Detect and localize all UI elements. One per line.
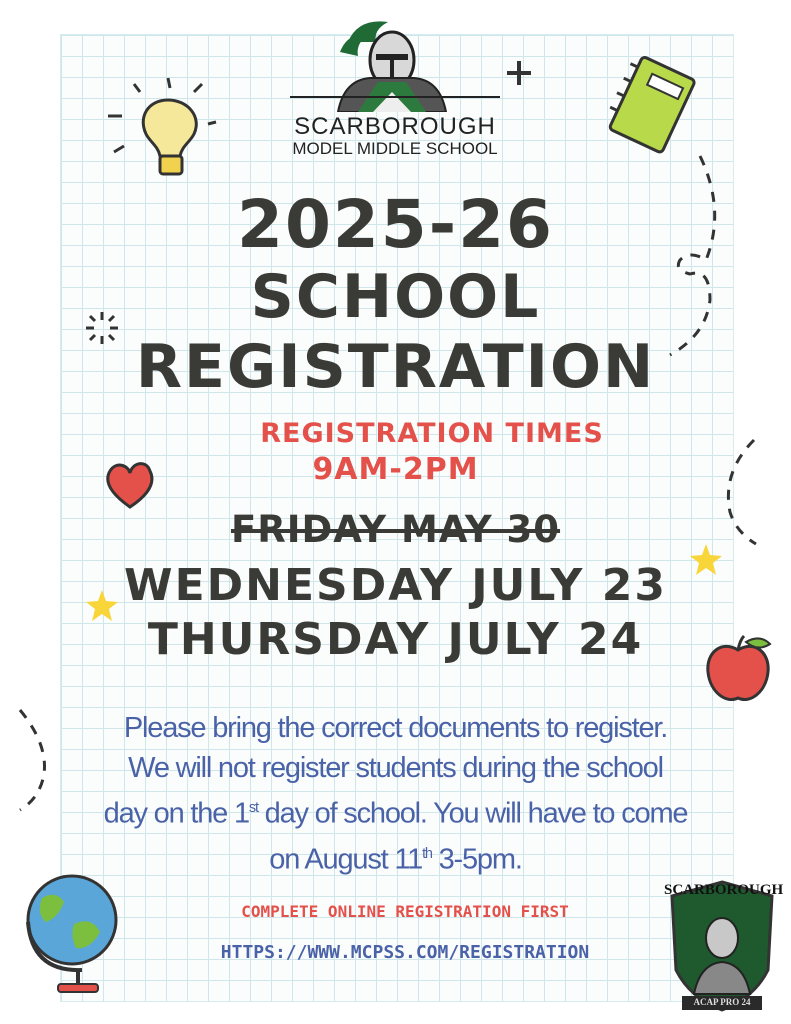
school-subtitle: MODEL MIDDLE SCHOOL xyxy=(292,139,498,158)
registration-url-link[interactable]: HTTPS://WWW.MCPSS.COM/REGISTRATION xyxy=(220,942,590,963)
ordinal-suffix: th xyxy=(422,845,432,862)
online-registration-instruction: COMPLETE ONLINE REGISTRATION FIRST xyxy=(241,902,569,921)
notice-line-3b: day of school. You will have to come xyxy=(257,797,688,830)
notice-line-1: Please bring the correct documents to register. xyxy=(123,712,668,744)
notice-line-2: We will not register students during the school xyxy=(128,752,663,784)
badge-title: SCARBOROUGH xyxy=(664,882,784,898)
notice-line-4 xyxy=(0,834,791,880)
notice-line-4b: 3-5pm. xyxy=(431,843,522,876)
cancelled-date: FRIDAY MAY 30 xyxy=(230,508,561,551)
notebook-icon xyxy=(600,52,700,162)
plus-doodle-icon xyxy=(504,58,534,88)
headline-year: 2025-26 xyxy=(237,186,554,263)
registration-hours: 9AM-2PM xyxy=(312,452,479,487)
logo-divider xyxy=(290,96,500,98)
registration-date-1: WEDNESDAY JULY 23 xyxy=(124,560,667,611)
notice-line-3 xyxy=(0,788,791,834)
globe-icon xyxy=(12,862,132,1002)
badge-subtitle: ACAP PRO 24 xyxy=(693,997,751,1007)
school-name: SCARBOROUGH xyxy=(294,113,496,140)
registration-date-2: THURSDAY JULY 24 xyxy=(147,614,644,665)
notice-paragraph xyxy=(0,708,791,879)
ordinal-suffix: st xyxy=(248,800,258,816)
notice-line-4a: on August 11 xyxy=(269,843,423,876)
lightbulb-icon xyxy=(108,72,218,192)
headline-school: SCHOOL xyxy=(250,262,541,332)
notice-line-3a: day on the 1 xyxy=(103,797,249,830)
headline-registration: REGISTRATION xyxy=(135,332,656,402)
registration-times-label: REGISTRATION TIMES xyxy=(260,418,604,449)
